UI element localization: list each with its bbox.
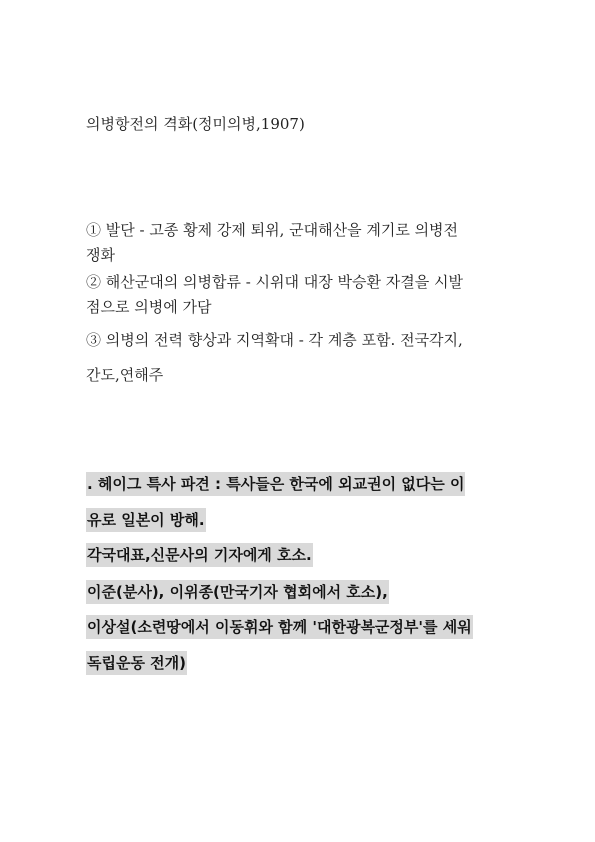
highlighted-paragraph-line-6: 독립운동 전개)	[86, 651, 187, 675]
list-item-1-line-2: 쟁화	[86, 246, 115, 264]
highlighted-paragraph-line-2: 유로 일본이 방해.	[86, 508, 206, 532]
list-item-3-line-2: 간도,연해주	[86, 366, 164, 384]
list-item-3-line-1: ③ 의병의 전력 향상과 지역확대 - 각 계층 포함. 전국각지,	[86, 331, 463, 349]
highlighted-paragraph-line-5: 이상설(소련땅에서 이동휘와 함께 '대한광복군정부'를 세워	[86, 615, 473, 639]
highlighted-paragraph-line-1: . 헤이그 특사 파견 : 특사들은 한국에 외교권이 없다는 이	[86, 472, 465, 496]
section-title: 의병항전의 격화(정미의병,1907)	[86, 115, 305, 133]
list-item-1-line-1: ① 발단 - 고종 황제 강제 퇴위, 군대해산을 계기로 의병전	[86, 221, 459, 239]
highlighted-paragraph-line-4: 이준(분사), 이위종(만국기자 협회에서 호소),	[86, 580, 389, 604]
list-item-2-line-1: ② 해산군대의 의병합류 - 시위대 대장 박승환 자결을 시발	[86, 273, 463, 291]
list-item-2-line-2: 점으로 의병에 가담	[86, 298, 212, 316]
highlighted-paragraph-line-3: 각국대표,신문사의 기자에게 호소.	[86, 543, 313, 567]
